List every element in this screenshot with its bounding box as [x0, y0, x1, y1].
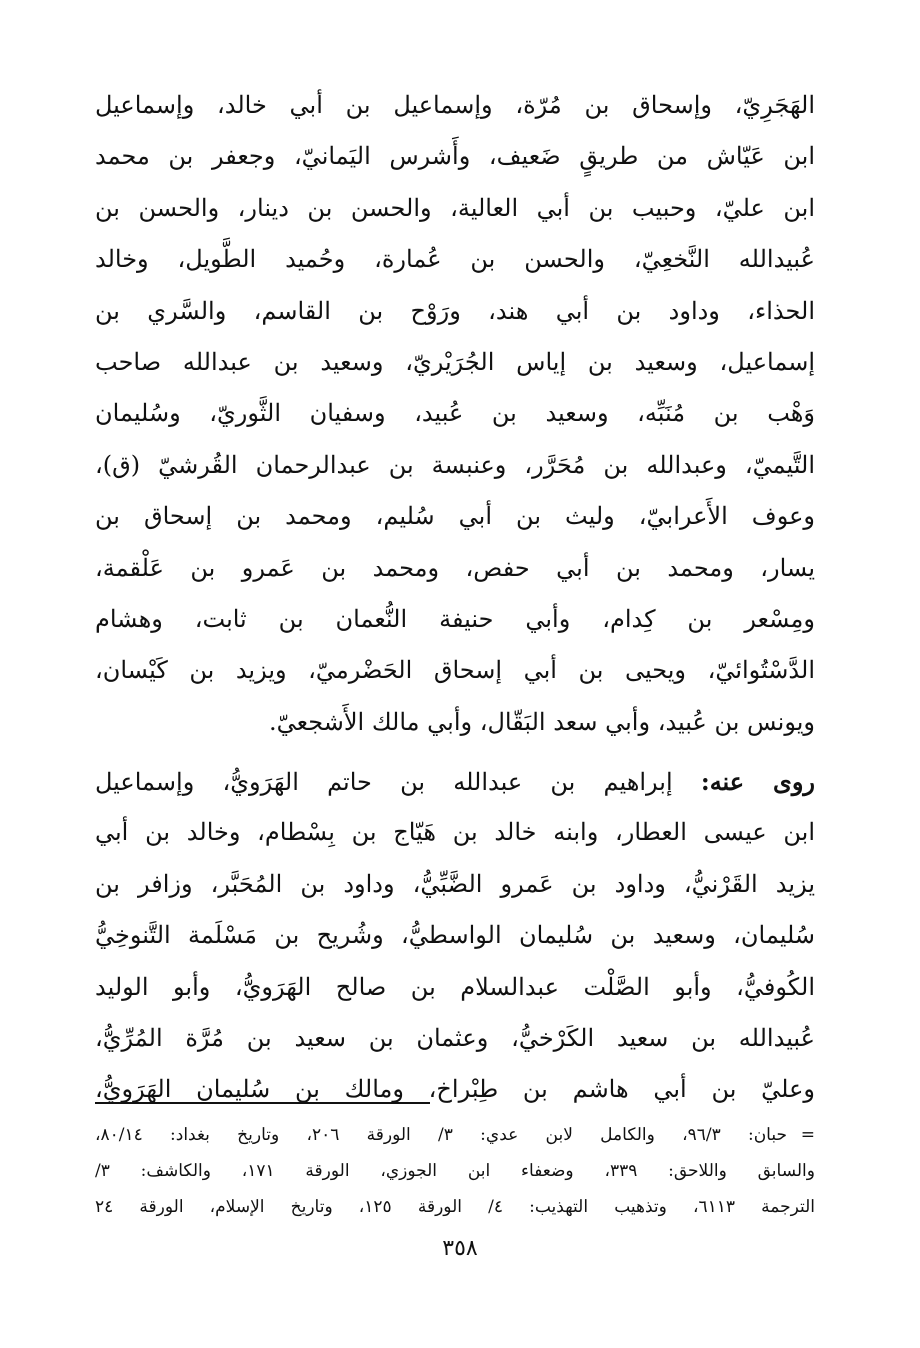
- text-line: ويونس بن عُبيد، وأبي سعد البَقّال، وأبي مالك الأَشجعيّ.: [269, 707, 815, 736]
- page-body: [95, 80, 815, 1116]
- text-line: سُليمان، وسعيد بن سُليمان الواسطيُّ، وشُريح بن مَسْلَمة التَّنوخِيُّ: [95, 921, 815, 950]
- footnote-block: [95, 1117, 815, 1153]
- main-text: [95, 80, 815, 1116]
- text-line: التَّيميّ، وعبدالله بن مُحَرَّر، وعنبسة بن عبدالرحمان القُرشيّ (ق)،: [95, 450, 815, 479]
- text-line: وَهْب بن مُنَبِّه، وسعيد بن عُبيد، وسفيان الثَّوريّ، وسُليمان: [95, 399, 815, 428]
- text-line: [95, 756, 815, 807]
- footnote-line: حبان: ٩٦/٣، والكامل لابن عدي: ٣/ الورقة ٢٠٦، وتاريخ بغداد: ٨٠/١٤،: [95, 1125, 787, 1145]
- text-line-rest: إبراهيم بن عبدالله بن حاتم الهَرَويُّ، وإسماعيل: [95, 768, 701, 797]
- text-line: عُبيدالله بن سعيد الكَرْخيُّ، وعثمان بن سعيد بن مُرَّة المُرِّيُّ،: [95, 1024, 815, 1053]
- narrated-from-him-heading: روى عنه:: [700, 767, 815, 797]
- text-line: الهَجَرِيّ، وإسحاق بن مُرّة، وإسماعيل بن أبي خالد، وإسماعيل: [95, 91, 815, 119]
- text-line: وعوف الأَعرابيّ، وليث بن أبي سُليم، ومحمد بن إسحاق بن: [95, 502, 815, 531]
- text-line: الدَّسْتُوائيّ، ويحيى بن أبي إسحاق الحَضْرميّ، ويزيد بن كَيْسان،: [95, 656, 815, 685]
- text-line: ابن عيسى العطار، وابنه خالد بن هَيّاج بن بِسْطام، وخالد بن أبي: [95, 818, 815, 847]
- text-line: وعليّ بن أبي هاشم بن طِبْراخ، ومالك بن سُليمان الهَرَويُّ،: [95, 1075, 815, 1104]
- text-line: ابن عَيّاش من طريقٍ ضَعيف، وأَشرس اليَمانيّ، وجعفر بن محمد: [95, 142, 815, 171]
- text-line: ابن عليّ، وحبيب بن أبي العالية، والحسن بن دينار، والحسن بن: [95, 193, 815, 222]
- paragraph-teachers: [95, 80, 815, 748]
- footnote-divider: [95, 1102, 430, 1104]
- text-line: الكُوفيُّ، وأبو الصَّلْت عبدالسلام بن صالح الهَرَويُّ، وأبو الوليد: [95, 972, 815, 1001]
- paragraph-students: [95, 756, 815, 1116]
- footnotes: [95, 1117, 815, 1225]
- page-number: ٣٥٨: [442, 1236, 478, 1261]
- footnote-line: والسابق واللاحق: ٣٣٩، وضعفاء ابن الجوزي، الورقة ١٧١، والكاشف: ٣/: [95, 1161, 815, 1181]
- footnote-line: الترجمة ٦١١٣، وتذهيب التهذيب: ٤/ الورقة ١٢٥، وتاريخ الإسلام، الورقة ٢٤: [95, 1197, 815, 1217]
- text-line: الحذاء، وداود بن أبي هند، ورَوْح بن القاسم، والسَّري بن: [95, 296, 815, 325]
- text-line: عُبيدالله النَّخعِيّ، والحسن بن عُمارة، وحُميد الطَّويل، وخالد: [95, 245, 815, 274]
- footnote-continuation-marker: =: [800, 1125, 815, 1145]
- text-line: إسماعيل، وسعيد بن إياس الجُرَيْريّ، وسعيد بن عبدالله صاحب: [95, 347, 815, 376]
- text-line: يسار، ومحمد بن أبي حفص، ومحمد بن عَمرو بن عَلْقمة،: [95, 553, 815, 582]
- text-line: ومِسْعر بن كِدام، وأبي حنيفة النُّعمان بن ثابت، وهشام: [95, 604, 815, 633]
- text-line: يزيد القَرْنيُّ، وداود بن عَمرو الضَّبِّيُّ، وداود بن المُحَبَّر، وزافر بن: [95, 869, 815, 898]
